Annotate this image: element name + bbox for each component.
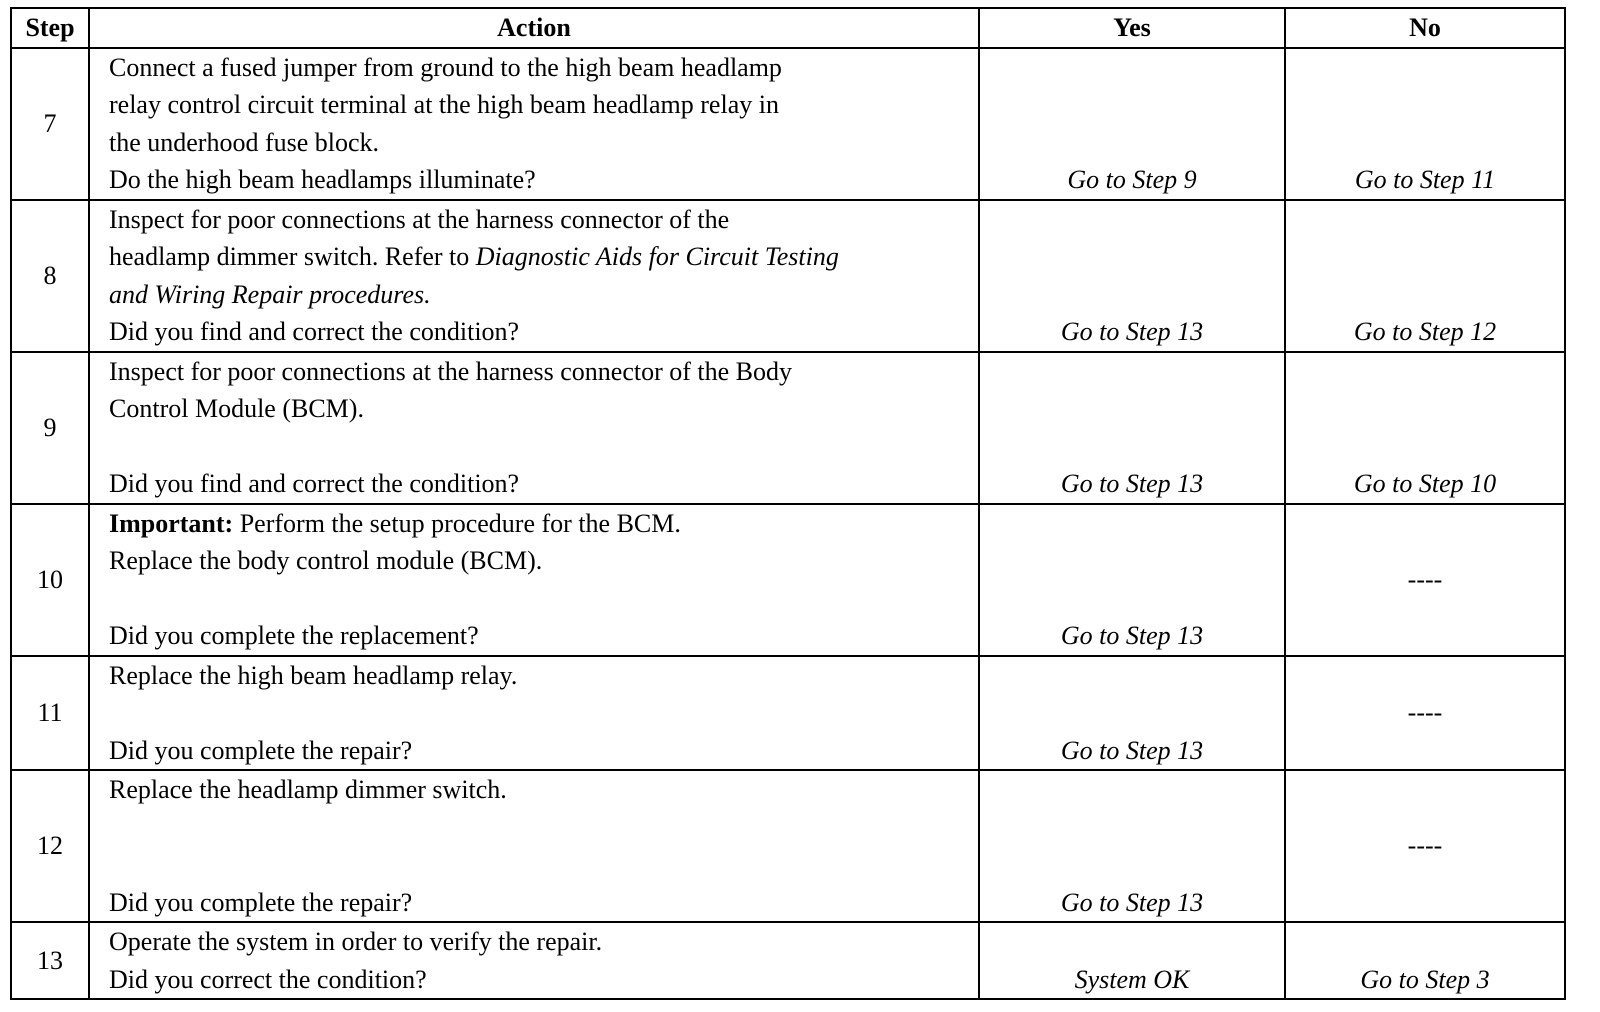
header-step: Step (11, 8, 89, 48)
action-line: Replace the headlamp dimmer switch. (109, 775, 507, 804)
no-cell: Go to Step 12 (1285, 200, 1565, 352)
yes-cell: Go to Step 13 (979, 656, 1285, 771)
important-note (109, 505, 978, 543)
reference-link-text: Diagnostic Aids for Circuit Testing (475, 242, 839, 271)
no-cell: ---- (1285, 770, 1565, 922)
no-cell: Go to Step 10 (1285, 352, 1565, 504)
action-question: Did you complete the replacement? (109, 621, 479, 650)
table-row (11, 352, 1565, 504)
action-line: Control Module (BCM). (109, 394, 364, 423)
blank-line (109, 809, 978, 847)
step-number: 7 (11, 48, 89, 200)
table-row (11, 504, 1565, 656)
action-line: Inspect for poor connections at the harness connector of the (109, 204, 730, 234)
action-line: Inspect for poor connections at the harness connector of the Body (109, 356, 793, 386)
step-number: 12 (11, 770, 89, 922)
action-line: Operate the system in order to verify the repair. (109, 927, 603, 956)
action-line: relay control circuit terminal at the high beam headlamp relay in (109, 90, 779, 119)
yes-cell: Go to Step 13 (979, 504, 1285, 656)
table-row (11, 922, 1565, 999)
action-text: headlamp dimmer switch. Refer to (109, 242, 476, 271)
blank-line (109, 428, 978, 466)
header-yes: Yes (979, 8, 1285, 48)
table-row (11, 656, 1565, 771)
step-number: 9 (11, 352, 89, 504)
no-cell: Go to Step 3 (1285, 922, 1565, 999)
table-row (11, 48, 1565, 200)
action-line: Replace the high beam headlamp relay. (109, 660, 518, 690)
table-header-row (11, 8, 1565, 48)
header-no: No (1285, 8, 1565, 48)
blank-line (109, 694, 978, 732)
no-cell: ---- (1285, 504, 1565, 656)
important-text: Perform the setup procedure for the BCM. (233, 508, 681, 538)
diagnostic-table (10, 7, 1566, 1000)
blank-line (109, 580, 978, 618)
action-cell (89, 352, 979, 504)
action-cell (89, 922, 979, 999)
action-question: Do the high beam headlamps illuminate? (109, 165, 536, 194)
yes-cell: Go to Step 9 (979, 48, 1285, 200)
action-cell (89, 656, 979, 771)
yes-cell: Go to Step 13 (979, 352, 1285, 504)
yes-cell: Go to Step 13 (979, 200, 1285, 352)
step-number: 10 (11, 504, 89, 656)
yes-cell: Go to Step 13 (979, 770, 1285, 922)
blank-line (109, 846, 978, 884)
table-row (11, 200, 1565, 352)
step-number: 13 (11, 922, 89, 999)
action-line (109, 238, 978, 276)
action-cell (89, 770, 979, 922)
header-action: Action (89, 8, 979, 48)
reference-link-text: and Wiring Repair procedures. (109, 279, 431, 309)
action-question: Did you complete the repair? (109, 887, 413, 917)
table-row (11, 770, 1565, 922)
step-number: 11 (11, 656, 89, 771)
action-question: Did you complete the repair? (109, 735, 413, 765)
action-question: Did you find and correct the condition? (109, 317, 520, 346)
action-question: Did you correct the condition? (109, 964, 427, 994)
action-line: Connect a fused jumper from ground to the high beam headlamp (109, 52, 782, 82)
action-line: Replace the body control module (BCM). (109, 546, 543, 575)
action-cell (89, 48, 979, 200)
step-number: 8 (11, 200, 89, 352)
action-line: the underhood fuse block. (109, 127, 380, 157)
important-label: Important: (109, 508, 234, 538)
no-cell: Go to Step 11 (1285, 48, 1565, 200)
no-cell: ---- (1285, 656, 1565, 771)
action-cell (89, 200, 979, 352)
yes-cell: System OK (979, 922, 1285, 999)
action-question: Did you find and correct the condition? (109, 469, 520, 498)
action-cell (89, 504, 979, 656)
